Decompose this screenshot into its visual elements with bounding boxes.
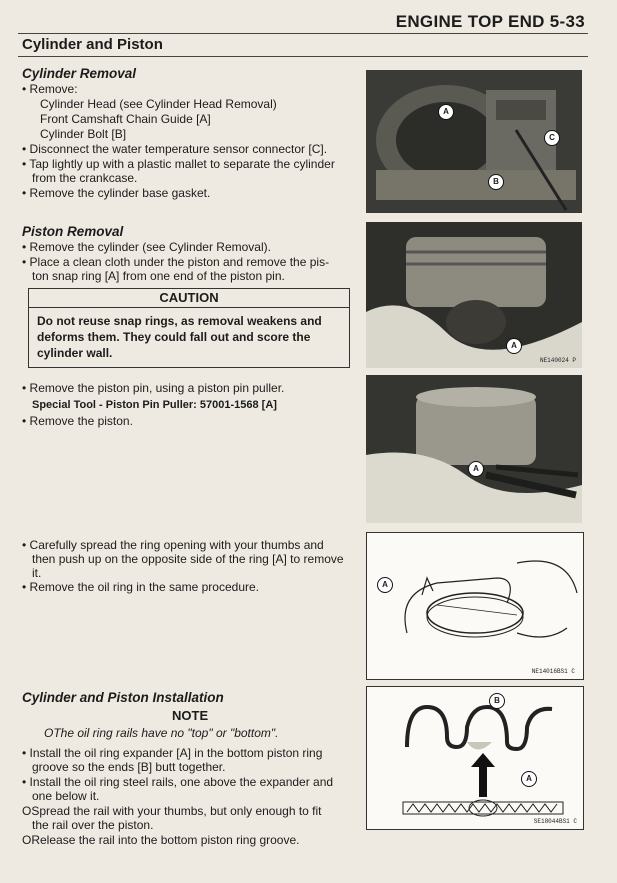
step-line	[22, 157, 335, 172]
step-text: it.	[32, 566, 42, 580]
label-b: B	[489, 693, 505, 709]
bullet-icon: •	[22, 414, 27, 428]
figure-caption: NE140024 P	[539, 357, 576, 364]
remove-item: Cylinder Bolt [B]	[40, 127, 127, 141]
label-a: A	[377, 577, 393, 593]
caution-line: deforms them. They could fall out and score the	[37, 330, 311, 344]
step-text: Disconnect the water temperature sensor connector [C].	[29, 142, 328, 156]
step-line	[22, 255, 329, 270]
step-text: ORelease the rail into the bottom piston ring groove.	[22, 833, 300, 847]
label-a: A	[468, 461, 484, 477]
label-c: C	[544, 130, 560, 146]
caution-body	[29, 308, 349, 366]
step-text: then push up on the opposite side of the ring [A] to remove	[32, 552, 344, 566]
caution-line: Do not reuse snap rings, as removal weakens and	[37, 314, 322, 328]
step-line	[22, 142, 327, 157]
figure-caption: SE18044BS1 C	[533, 818, 577, 825]
page-header: ENGINE TOP END 5-33	[395, 12, 585, 31]
bullet-icon: •	[22, 82, 27, 96]
section-title: Cylinder and Piston	[22, 36, 163, 53]
piston-removal-heading: Piston Removal	[22, 224, 124, 239]
bullet-icon: •	[22, 775, 27, 789]
title-rule	[18, 56, 588, 57]
step-line	[22, 775, 333, 790]
step-text: Tap lightly up with a plastic mallet to separate the cylinder	[29, 157, 335, 171]
step-text: Install the oil ring expander [A] in the bottom piston ring	[29, 746, 323, 760]
remove-label: Remove:	[29, 82, 78, 96]
label-a: A	[438, 104, 454, 120]
label-b: B	[488, 174, 504, 190]
bullet-icon: •	[22, 381, 27, 395]
label-a: A	[521, 771, 537, 787]
step-text: Remove the cylinder (see Cylinder Removal).	[29, 240, 271, 254]
step-text: one below it.	[32, 789, 100, 803]
step-text: ton snap ring [A] from one end of the piston pin.	[32, 269, 285, 283]
step-text: Remove the cylinder base gasket.	[29, 186, 211, 200]
step-text: Install the oil ring steel rails, one above the expander and	[29, 775, 334, 789]
bullet-icon: •	[22, 746, 27, 760]
piston-pin-puller-photo	[366, 375, 582, 523]
caution-box	[28, 288, 350, 368]
step-text: groove so the ends [B] butt together.	[32, 760, 226, 774]
bullet-icon: •	[22, 580, 27, 594]
remove-line	[22, 82, 78, 97]
step-line	[22, 381, 284, 396]
label-a: A	[506, 338, 522, 354]
step-line	[22, 746, 322, 761]
step-line	[22, 538, 324, 553]
bullet-icon: •	[22, 538, 27, 552]
note-text: OThe oil ring rails have no "top" or "bottom".	[44, 726, 279, 740]
bullet-icon: •	[22, 255, 27, 269]
step-text: Carefully spread the ring opening with your thumbs and	[29, 538, 324, 552]
header-rule	[18, 33, 588, 34]
oil-ring-expander-diagram	[366, 686, 584, 830]
bullet-icon: •	[22, 186, 27, 200]
special-tool: Special Tool - Piston Pin Puller: 57001-1568 [A]	[32, 399, 277, 411]
bullet-icon: •	[22, 157, 27, 171]
step-line	[22, 414, 133, 429]
step-text: Remove the oil ring in the same procedure.	[29, 580, 259, 594]
caution-line: cylinder wall.	[37, 346, 113, 360]
step-text: Remove the piston.	[29, 414, 133, 428]
remove-item: Front Camshaft Chain Guide [A]	[40, 112, 211, 126]
figure-caption: NE14016BS1 C	[531, 668, 575, 675]
ring-removal-diagram	[366, 532, 584, 680]
cylinder-photo	[366, 70, 582, 213]
step-text: the rail over the piston.	[32, 818, 154, 832]
remove-item: Cylinder Head (see Cylinder Head Removal)	[40, 97, 277, 111]
piston-snap-ring-photo	[366, 222, 582, 368]
step-text: from the crankcase.	[32, 171, 138, 185]
caution-title: CAUTION	[29, 289, 349, 308]
bullet-icon: •	[22, 240, 27, 254]
note-title: NOTE	[172, 708, 209, 723]
step-line	[22, 186, 210, 201]
step-line	[22, 240, 271, 255]
cylinder-removal-heading: Cylinder Removal	[22, 66, 137, 81]
step-text: Place a clean cloth under the piston and remove the pis-	[29, 255, 330, 269]
installation-heading: Cylinder and Piston Installation	[22, 690, 224, 705]
step-text: Remove the piston pin, using a piston pin puller.	[29, 381, 285, 395]
step-line	[22, 580, 259, 595]
bullet-icon: •	[22, 142, 27, 156]
step-text: OSpread the rail with your thumbs, but only enough to fit	[22, 804, 322, 818]
